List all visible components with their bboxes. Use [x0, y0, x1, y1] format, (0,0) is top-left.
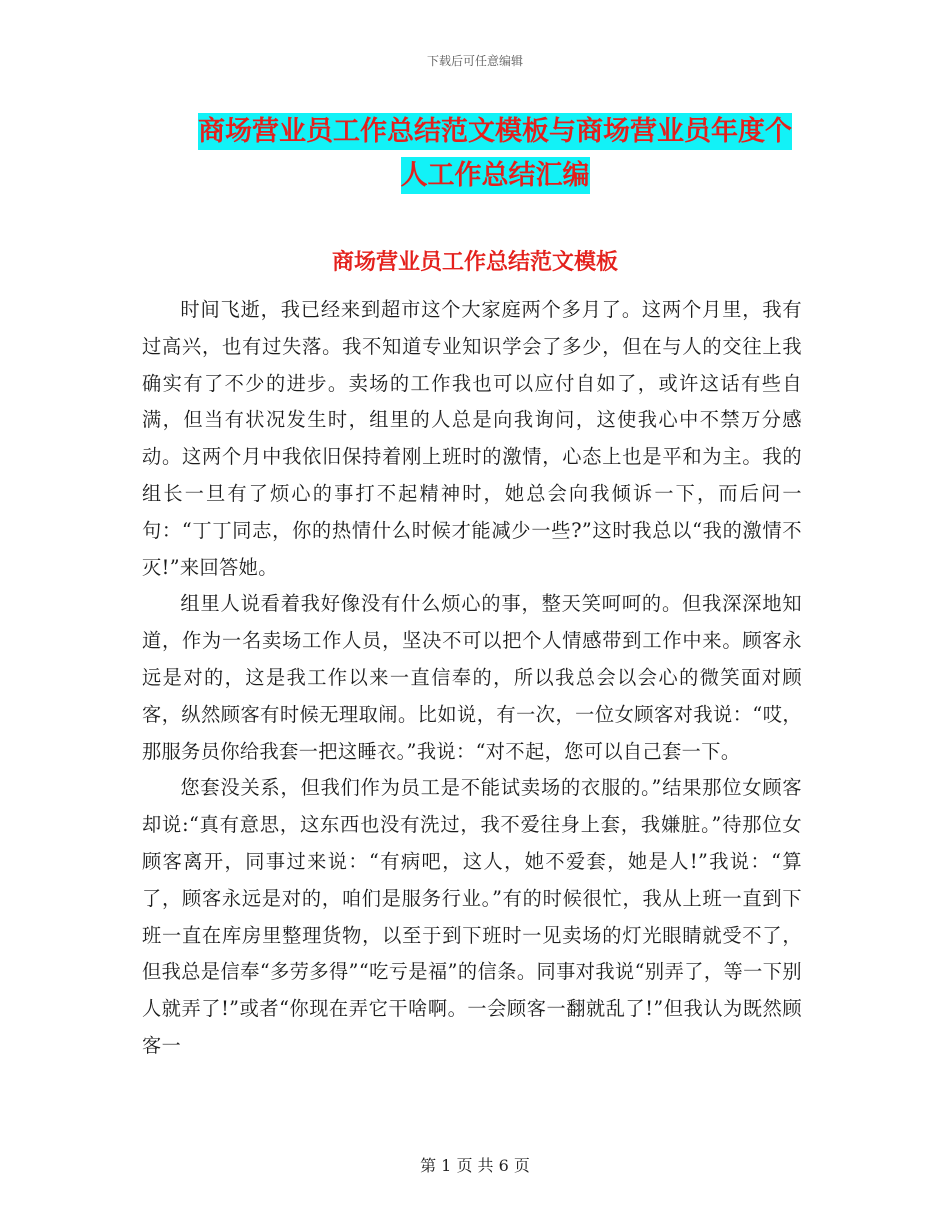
- body-text: [142, 292, 802, 1065]
- document-title: [190, 110, 800, 198]
- paragraph: 组里人说看着我好像没有什么烦心的事，整天笑呵呵的。但我深深地知道，作为一名卖场工作人员，坚决不可以把个人情感带到工作中来。顾客永远是对的，这是我工作以来一直信奉的，所以我总会以会心的微笑面对顾客，纵然顾客有时候无理取闹。比如说，有一次，一位女顾客对我说：“哎，那服务员你给我套一把这睡衣。”我说：“对不起，您可以自己套一下。: [142, 592, 802, 763]
- paragraph: 时间飞逝，我已经来到超市这个大家庭两个多月了。这两个月里，我有过高兴，也有过失落。我不知道专业知识学会了多少，但在与人的交往上我确实有了不少的进步。卖场的工作我也可以应付自如了，或许这话有些自满，但当有状况发生时，组里的人总是向我询问，这使我心中不禁万分感动。这两个月中我依旧保持着刚上班时的激情，心态上也是平和为主。我的组长一旦有了烦心的事打不起精神时，她总会向我倾诉一下，而后问一句：“丁丁同志，你的热情什么时候才能减少一些?”这时我总以“我的激情不灭!”来回答她。: [142, 298, 802, 579]
- header-note: 下载后可任意编辑: [426, 54, 523, 68]
- page-footer: 第 1 页 共 6 页: [420, 1156, 530, 1175]
- section-title: 商场营业员工作总结范文模板: [331, 250, 618, 275]
- document-title-text: 商场营业员工作总结范文模板与商场营业员年度个人工作总结汇编: [198, 113, 792, 194]
- paragraph: 您套没关系，但我们作为员工是不能试卖场的衣服的。”结果那位女顾客却说:“真有意思，这东西也没有洗过，我不爱往身上套，我嫌脏。”待那位女顾客离开，同事过来说：“有病吧，这人，她不爱套，她是人!”我说：“算了，顾客永远是对的，咱们是服务行业。”有的时候很忙，我从上班一直到下班一直在库房里整理货物，以至于到下班时一见卖场的灯光眼睛就受不了，但我总是信奉“多劳多得”“吃亏是福”的信条。同事对我说“别弄了，等一下别人就弄了!”或者“你现在弄它干啥啊。一会顾客一翻就乱了!”但我认为既然顾客一: [142, 776, 802, 1057]
